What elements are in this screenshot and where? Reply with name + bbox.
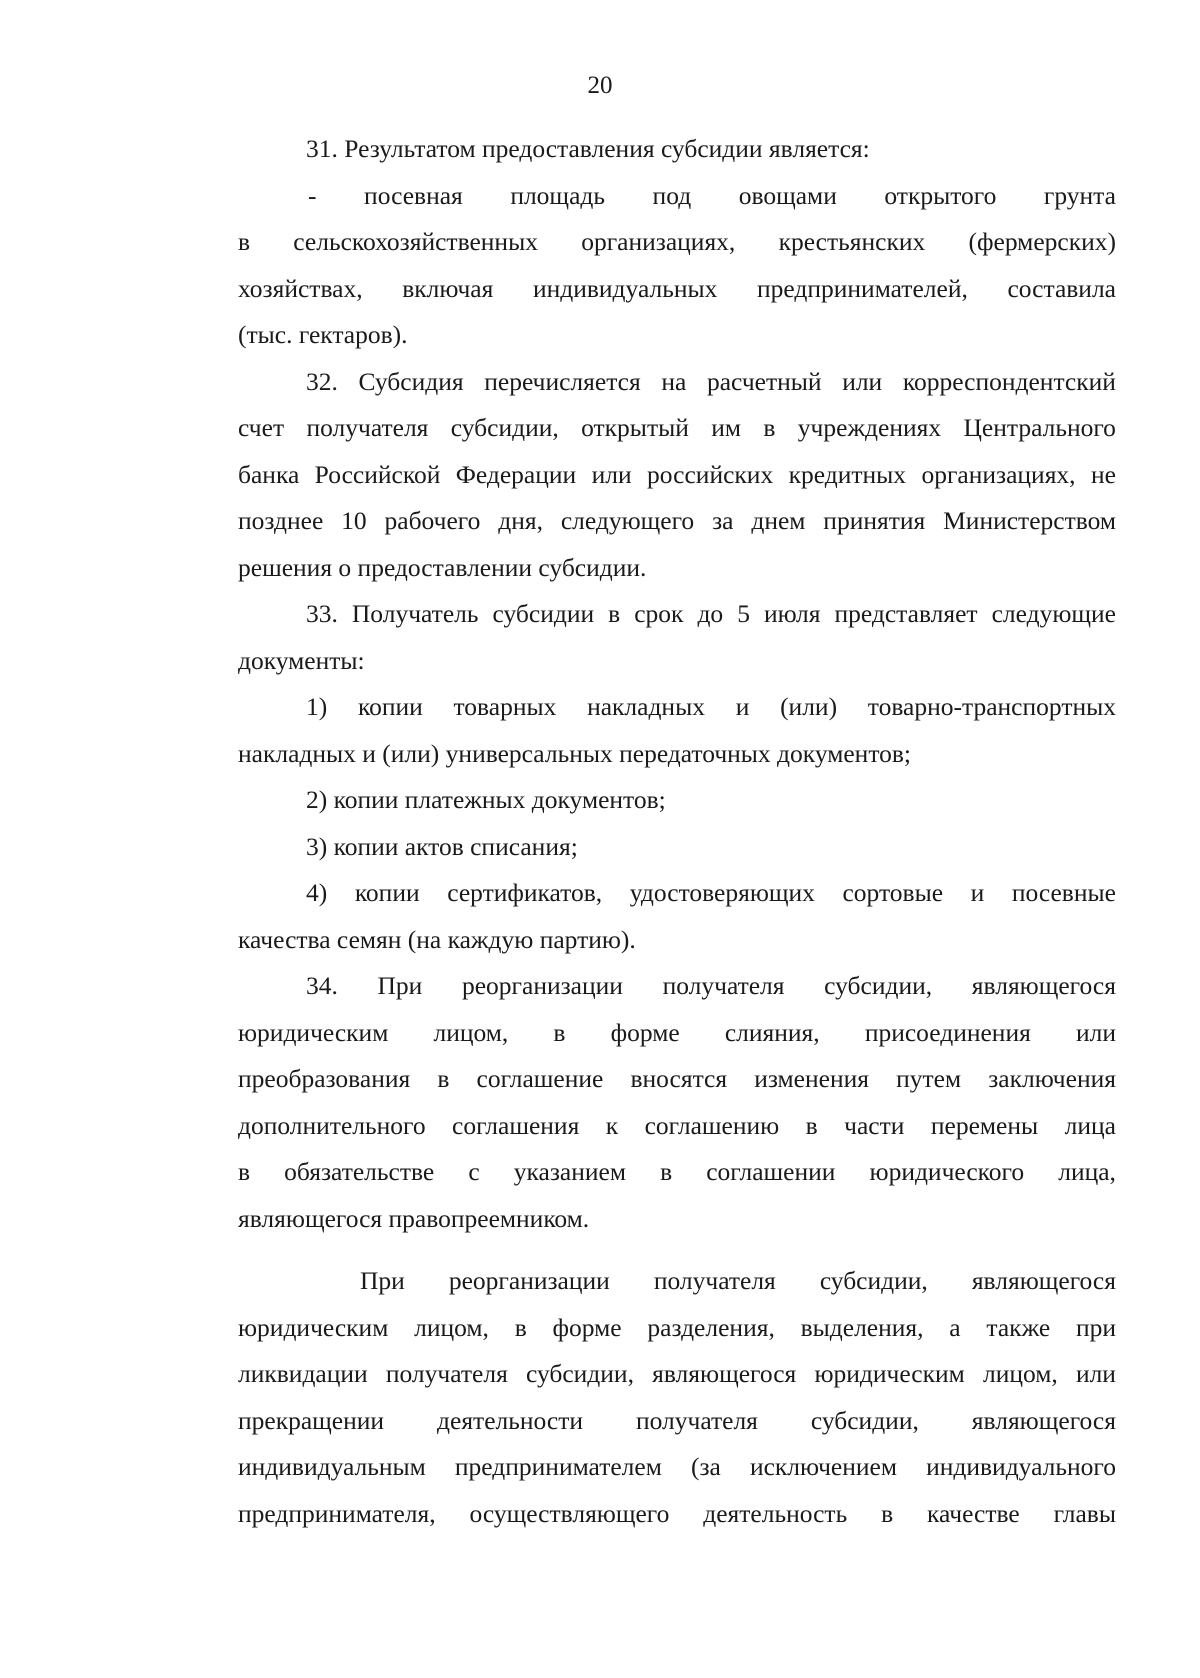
text-line: банка Российской Федерации или российских кредитных организациях, не — [238, 459, 1116, 489]
list-item-1 — [170, 684, 1116, 777]
text-line: ликвидации получателя субсидии, являющегося юридическим лицом, или — [238, 1359, 1116, 1388]
text-line: При реорганизации получателя субсидии, являющегося — [360, 1266, 1116, 1295]
text-line: 3) копии актов списания; — [306, 831, 578, 861]
paragraph-33 — [170, 591, 1116, 684]
text-line: в обязательстве с указанием в соглашении юридического лица, — [238, 1157, 1116, 1186]
text-line: накладных и (или) универсальных передаточных документов; — [238, 738, 912, 768]
list-item-3 — [170, 824, 1048, 871]
text-line: 4) копии сертификатов, удостоверяющих сортовые и посевные — [306, 878, 1116, 907]
text-line: являющегося правопреемником. — [238, 1203, 590, 1233]
text-line: 1) копии товарных накладных и (или) товарно-транспортных — [306, 692, 1116, 721]
text-line: дополнительного соглашения к соглашению в части перемены лица — [238, 1110, 1116, 1140]
text-line: хозяйствах, включая индивидуальных предпринимателей, составила — [238, 273, 1116, 303]
text-line: 31. Результатом предоставления субсидии является: — [306, 134, 870, 163]
text-line: - посевная площадь под овощами открытого грунта — [308, 180, 1116, 210]
paragraph-34 — [170, 963, 1116, 1242]
text-line: прекращении деятельности получателя субсидии, являющегося — [238, 1405, 1116, 1435]
text-line: 34. При реорганизации получателя субсидии, являющегося — [306, 971, 1116, 1000]
paragraph-34-continued — [170, 1258, 1116, 1537]
text-line: предпринимателя, осуществляющего деятельность в качестве главы — [238, 1498, 1116, 1528]
text-line: в сельскохозяйственных организациях, крестьянских (фермерских) — [238, 227, 1116, 256]
page-number: 20 — [587, 72, 613, 99]
document-body — [170, 126, 1116, 1537]
paragraph-31-item — [170, 173, 1116, 359]
text-line: преобразования в соглашение вносятся изменения путем заключения — [238, 1064, 1116, 1093]
text-line: 32. Субсидия перечисляется на расчетный или корреспондентский — [306, 366, 1116, 396]
text-line: 33. Получатель субсидии в срок до 5 июля представляет следующие — [306, 599, 1116, 628]
text-line: решения о предоставлении субсидии. — [238, 552, 647, 582]
text-line: индивидуальным предпринимателем (за исключением индивидуального — [238, 1452, 1116, 1481]
text-line: юридическим лицом, в форме разделения, выделения, а также при — [238, 1312, 1116, 1342]
text-line: счет получателя субсидии, открытый им в учреждениях Центрального — [238, 413, 1116, 442]
text-line: документы: — [238, 645, 365, 675]
list-item-2 — [170, 777, 1048, 824]
text-line: качества семян (на каждую партию). — [238, 924, 636, 954]
text-line: позднее 10 рабочего дня, следующего за днем принятия Министерством — [238, 506, 1116, 535]
text-line: (тыс. гектаров). — [238, 320, 408, 349]
paragraph-32 — [170, 359, 1116, 592]
text-line: юридическим лицом, в форме слияния, присоединения или — [238, 1017, 1116, 1047]
paragraph-31 — [170, 126, 1048, 173]
text-line: 2) копии платежных документов; — [306, 785, 666, 814]
list-item-4 — [170, 870, 1116, 963]
